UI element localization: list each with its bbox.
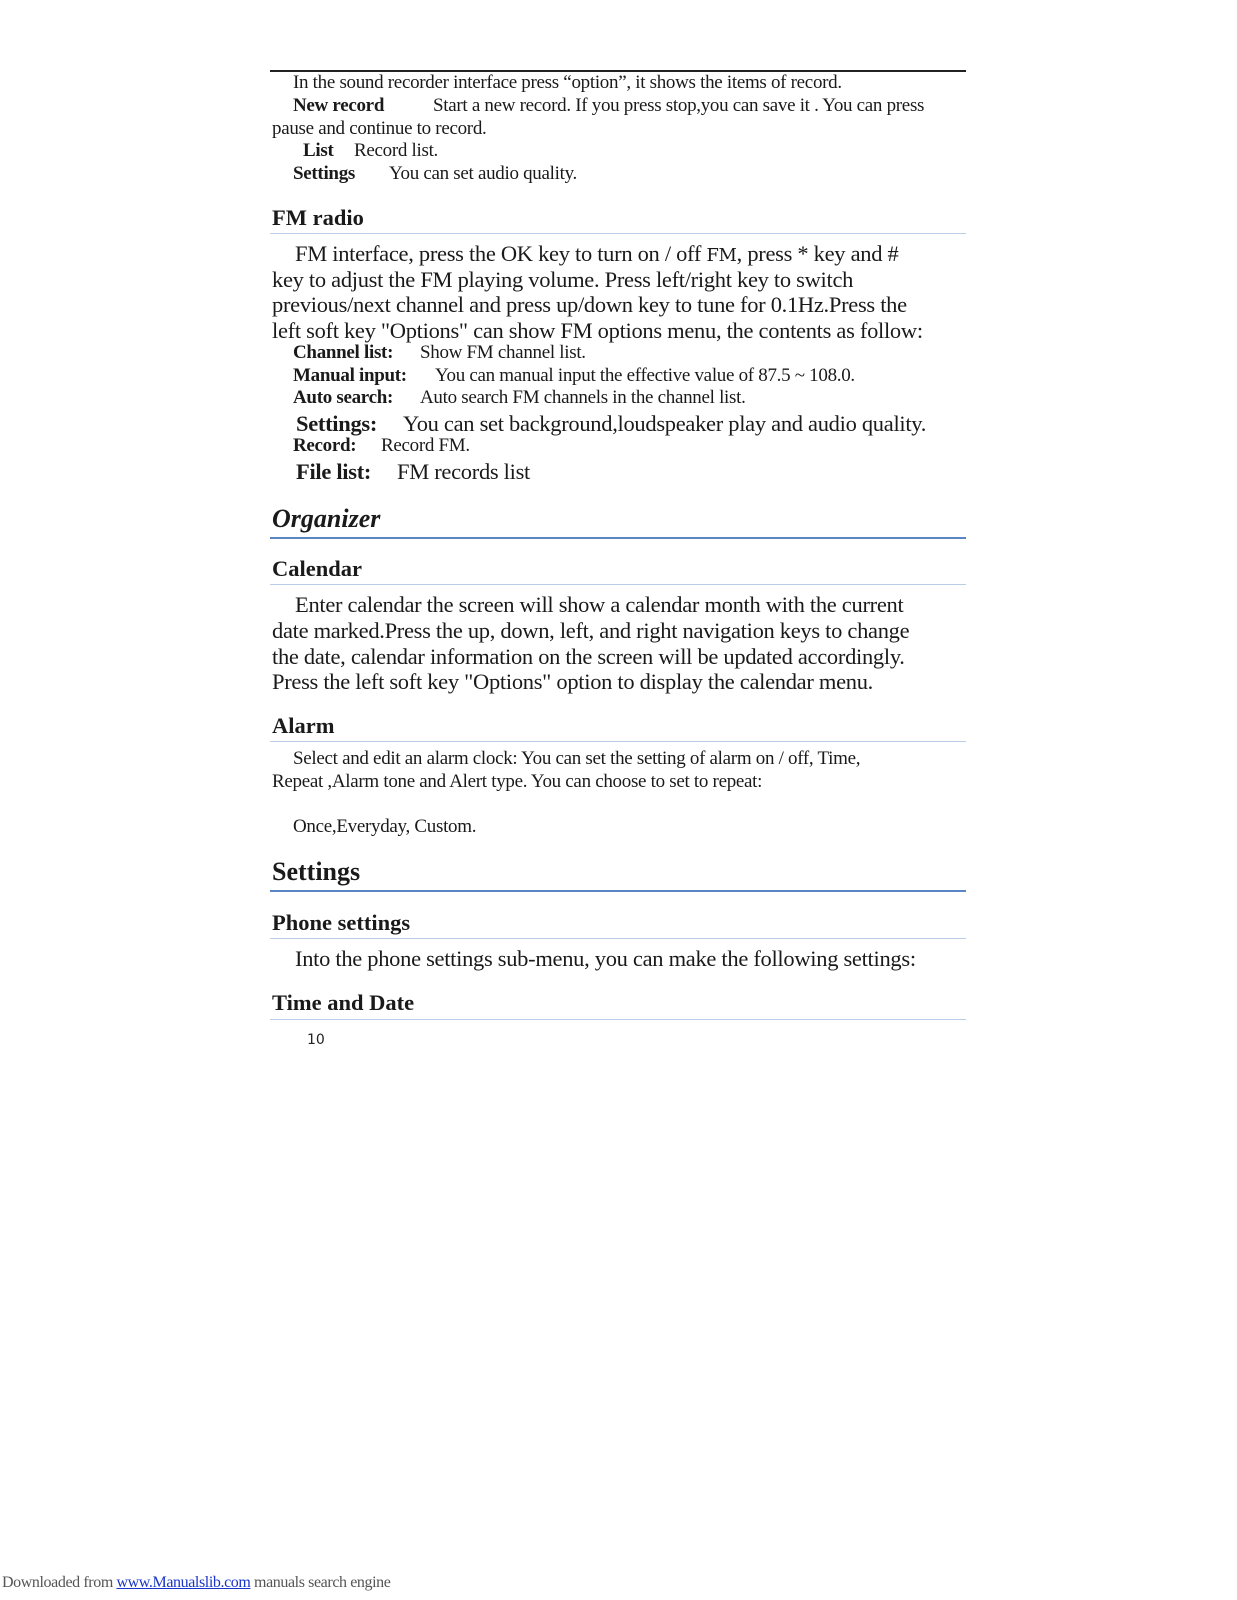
- fm-p1-fm: FM: [706, 245, 737, 266]
- alarm-line-2: Repeat ,Alarm tone and Alert type. You can choose to set to repeat:: [272, 771, 763, 792]
- fm-settings-text: You can set background,loudspeaker play and audio quality.: [403, 411, 927, 436]
- calendar-line-1: Enter calendar the screen will show a calendar month with the current: [295, 592, 904, 617]
- settings-heading: Settings: [272, 857, 361, 886]
- fm-record-label: Record:: [293, 435, 357, 456]
- manual-input-label: Manual input:: [293, 365, 407, 386]
- settings-rule: [270, 890, 966, 892]
- calendar-heading: Calendar: [272, 556, 362, 581]
- fm-paragraph-line-1: [295, 241, 898, 267]
- auto-search-text: Auto search FM channels in the channel list.: [420, 387, 746, 408]
- phone-settings-heading: Phone settings: [272, 910, 411, 935]
- manual-input-text: You can manual input the effective value of 87.5 ~ 108.0.: [435, 365, 855, 386]
- new-record-text-2: pause and continue to record.: [272, 118, 487, 139]
- channel-list-text: Show FM channel list.: [420, 342, 586, 363]
- footer-suffix: manuals search engine: [250, 1574, 391, 1591]
- fm-radio-rule: [270, 233, 966, 234]
- phone-settings-text: Into the phone settings sub-menu, you can make the following settings:: [295, 946, 916, 971]
- organizer-rule: [270, 537, 966, 539]
- alarm-rule: [270, 741, 966, 742]
- alarm-line-1: Select and edit an alarm clock: You can set the setting of alarm on / off, Time,: [293, 748, 861, 769]
- new-record-item: [293, 95, 384, 117]
- download-footer: [2, 1574, 390, 1592]
- alarm-heading: Alarm: [272, 713, 335, 738]
- fm-p1-b: , press * key and #: [736, 241, 899, 266]
- calendar-line-4: Press the left soft key "Options" option to display the calendar menu.: [272, 669, 874, 694]
- alarm-line-3: Once,Everyday, Custom.: [293, 816, 477, 837]
- manualslib-link[interactable]: www.Manualslib.com: [116, 1574, 251, 1591]
- fm-paragraph-line-3: previous/next channel and press up/down key to tune for 0.1Hz.Press the: [272, 292, 907, 317]
- list-label: List: [303, 140, 334, 161]
- calendar-line-2: date marked.Press the up, down, left, and right navigation keys to change: [272, 618, 910, 643]
- channel-list-label: Channel list:: [293, 342, 394, 363]
- auto-search-label: Auto search:: [293, 387, 394, 408]
- footer-prefix: Downloaded from: [2, 1574, 117, 1591]
- settings-text: You can set audio quality.: [389, 163, 577, 184]
- fm-settings-label: Settings:: [296, 411, 378, 436]
- recorder-intro: In the sound recorder interface press “option”, it shows the items of record.: [293, 72, 842, 93]
- fm-radio-heading: FM radio: [272, 205, 364, 230]
- calendar-rule: [270, 584, 966, 585]
- phone-settings-rule: [270, 938, 966, 939]
- calendar-line-3: the date, calendar information on the screen will be updated accordingly.: [272, 644, 905, 669]
- new-record-label: New record: [293, 95, 385, 116]
- fm-paragraph-line-2: key to adjust the FM playing volume. Press left/right key to switch: [272, 267, 854, 292]
- file-list-label: File list:: [296, 459, 372, 484]
- time-date-rule: [270, 1019, 966, 1020]
- file-list-text: FM records list: [397, 459, 530, 484]
- time-date-heading: Time and Date: [272, 990, 415, 1015]
- fm-paragraph-line-4: left soft key "Options" can show FM options menu, the contents as follow:: [272, 318, 923, 343]
- fm-record-text: Record FM.: [381, 435, 470, 456]
- list-text: Record list.: [354, 140, 438, 161]
- page-number: 10: [307, 1032, 325, 1048]
- settings-label: Settings: [293, 163, 355, 184]
- fm-p1-a: FM interface, press the OK key to turn on / off: [295, 241, 707, 266]
- new-record-text: Start a new record. If you press stop,you can save it . You can press: [433, 95, 925, 116]
- organizer-heading: Organizer: [272, 504, 381, 533]
